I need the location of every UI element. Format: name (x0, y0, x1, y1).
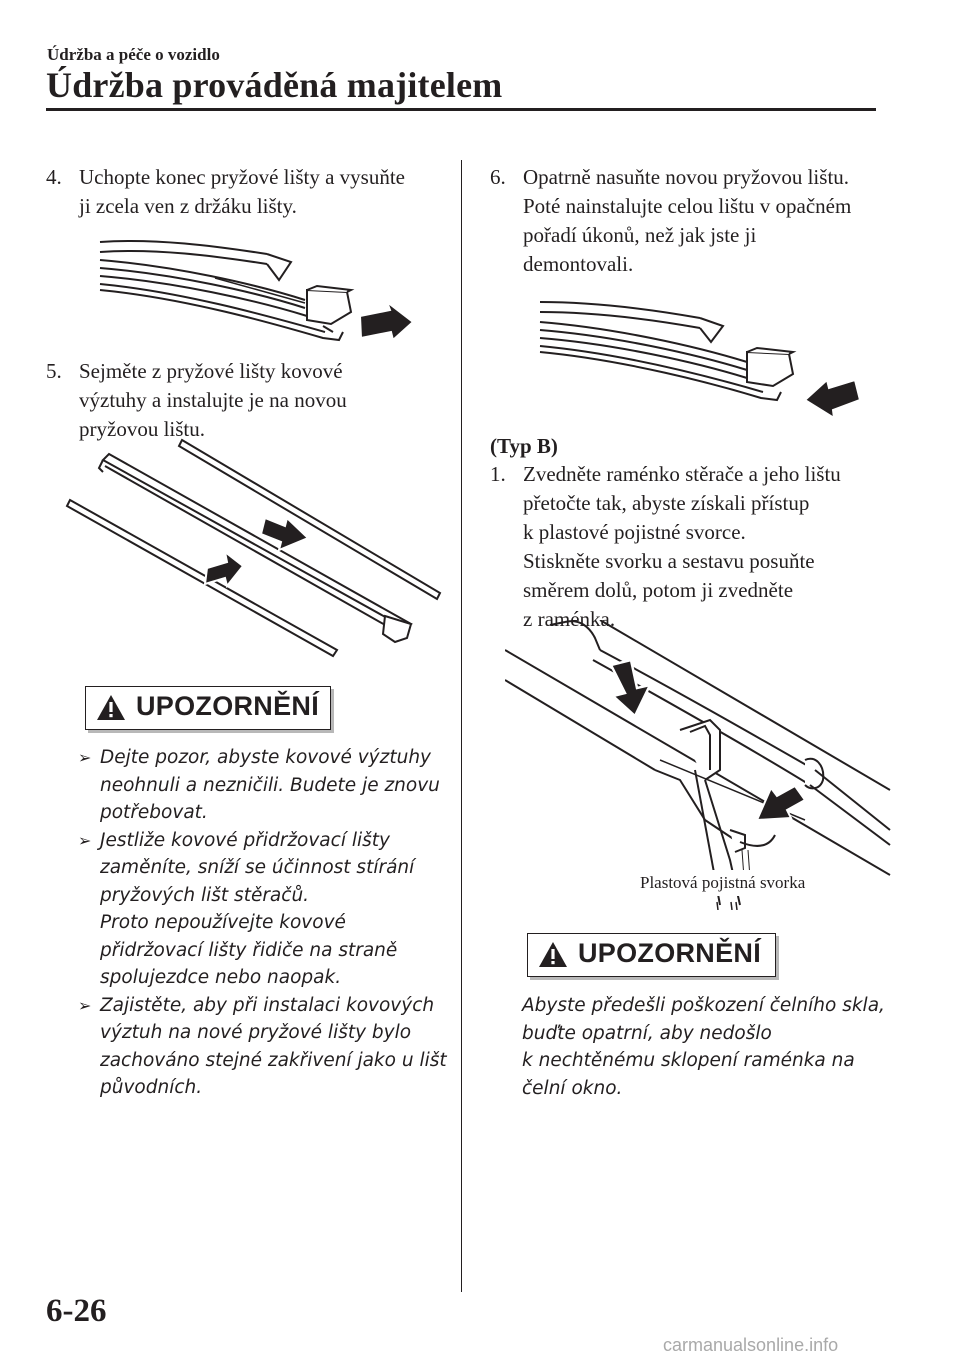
step-line: Uchopte konec pryžové lišty a vysuňte (79, 165, 405, 189)
step-4 (46, 163, 446, 223)
step-line: z raménka. (523, 607, 616, 631)
step-line: k plastové pojistné svorce. (523, 520, 746, 544)
caution-line: Dejte pozor, abyste kovové výztuhy (100, 747, 431, 768)
step-1 (490, 460, 890, 635)
caution-list-left (78, 744, 458, 1102)
title-rule (46, 108, 876, 111)
caution-line: zachováno stejné zakřivení jako u lišt (100, 1049, 447, 1071)
bullet-arrow-icon: ➢ (78, 995, 92, 1015)
caution-label: UPOZORNĚNÍ (578, 938, 762, 968)
step-line: demontovali. (523, 252, 634, 276)
step-number: 6. (490, 165, 506, 189)
caution-line: k nechtěnému sklopení raménka na (522, 1050, 855, 1071)
step-6 (490, 163, 890, 283)
step-number: 4. (46, 165, 62, 189)
caution-item (78, 827, 458, 992)
step-line: ji zcela ven z držáku lišty. (79, 194, 297, 218)
caution-line: výztuh na nové pryžové lišty bylo (100, 1022, 412, 1043)
bullet-arrow-icon: ➢ (78, 748, 92, 767)
stiffener-illustration (65, 438, 450, 660)
section-label: Údržba a péče o vozidlo (47, 45, 220, 64)
caution-box-right (527, 933, 776, 977)
step-line: Opatrně nasuňte novou pryžovou lištu. (523, 165, 850, 189)
step-line: Zvedněte raménko stěrače a jeho lištu (523, 462, 841, 486)
caution-line: čelní okno. (522, 1077, 623, 1099)
step-number: 1. (490, 462, 506, 486)
column-divider (461, 160, 462, 1292)
caution-line: spolujezdce nebo naopak. (100, 967, 342, 988)
caution-line: potřebovat. (100, 802, 208, 823)
caution-line: přidržovací lišty řidiče na straně (100, 939, 398, 961)
page-number: 6-26 (46, 1293, 107, 1329)
step-line: Stiskněte svorku a sestavu posuňte (523, 549, 815, 573)
step-text (523, 163, 851, 279)
caution-line: Proto nepoužívejte kovové (100, 912, 346, 933)
caution-item (78, 744, 458, 827)
step-text (79, 163, 405, 221)
step-line: směrem dolů, potom ji zvedněte (523, 578, 794, 602)
step-text (79, 357, 347, 444)
caution-item (78, 992, 458, 1102)
step-5 (46, 357, 446, 447)
caution-text-right (522, 992, 892, 1102)
caution-line: buďte opatrní, aby nedošlo (522, 1022, 772, 1044)
page-title: Údržba prováděná majitelem (46, 65, 503, 105)
step-number: 5. (46, 359, 62, 383)
caution-line: Zajistěte, aby při instalaci kovových (100, 994, 435, 1016)
step-line: Poté nainstalujte celou lištu v opačném (523, 194, 852, 218)
step-text (523, 460, 841, 634)
wiper-arm-clip-illustration (505, 620, 895, 910)
caution-line: původních. (100, 1077, 203, 1098)
step-line: pořadí úkonů, než jak jste ji (523, 223, 757, 247)
caution-line: Jestliže kovové přidržovací lišty (100, 829, 390, 851)
step-line: Sejměte z pryžové lišty kovové (79, 359, 343, 383)
blade-insertion-illustration (535, 292, 865, 420)
step-line: přetočte tak, abyste získali přístup (523, 491, 810, 515)
warning-icon (538, 941, 568, 968)
site-watermark: carmanualsonline.info (663, 1335, 839, 1355)
blade-removal-illustration (95, 228, 425, 353)
caution-line: Abyste předešli poškození čelního skla, (522, 995, 885, 1016)
step-line: výztuhy a instalujte je na novou (79, 388, 347, 412)
type-b-heading: (Typ B) (490, 434, 558, 458)
step-line: pryžovou lištu. (79, 417, 205, 441)
bullet-arrow-icon: ➢ (78, 830, 92, 850)
caution-line: zaměníte, sníží se účinnost stírání (100, 857, 415, 878)
clip-caption: Plastová pojistná svorka (640, 873, 806, 892)
caution-label: UPOZORNĚNÍ (136, 691, 320, 721)
caution-line: pryžových lišt stěračů. (100, 884, 310, 906)
warning-icon (96, 694, 126, 721)
caution-box-left (85, 686, 331, 730)
caution-line: neohnuli a nezničili. Budete je znovu (100, 774, 440, 796)
